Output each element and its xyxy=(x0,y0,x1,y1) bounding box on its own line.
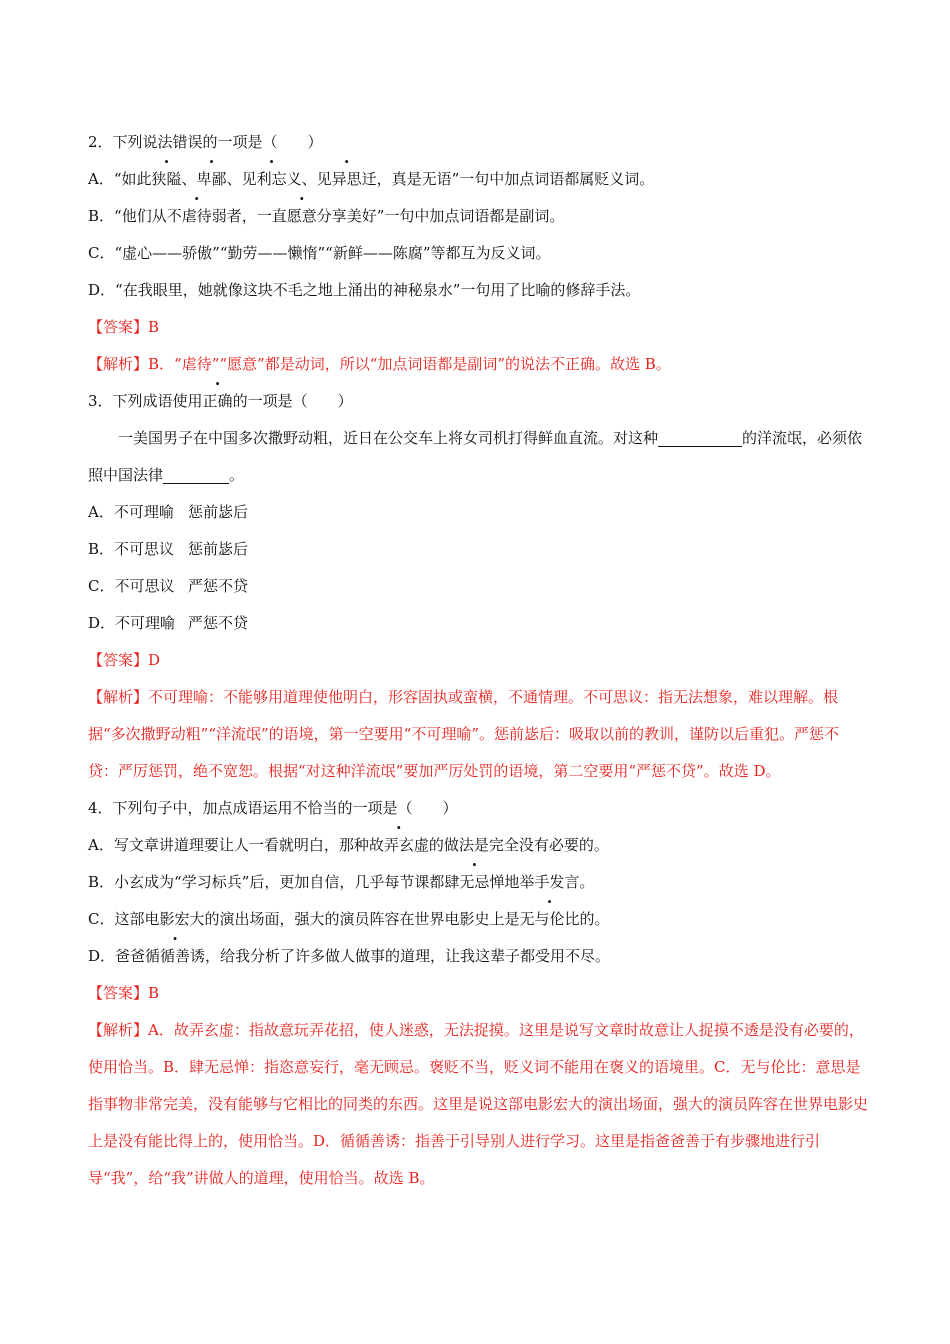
q3-option-d: D．不可理喻 严惩不贷 xyxy=(88,614,249,632)
dotted-word: 循循善诱 xyxy=(145,947,206,965)
q3-analysis: 【解析】不可理喻：不能够用道理使他明白，形容固执或蛮横，不通情理。不可思议：指无法想象，难以理解。根据“多次撒野动粗”“洋流氓”的语境，第一空要用“不可理喻”。惩前毖后：吸取以前的教训，谨防以后重犯。严惩不贷：严厉惩罚，绝不宽恕。根据“对这种洋流氓”要加严厉处罚的语境，第二空要用“严惩不贷”。故选 D。 xyxy=(88,688,840,780)
dotted-word: 卑鄙 xyxy=(196,170,227,188)
q4-option-d: D．爸爸循循善诱，给我分析了许多做人做事的道理，让我这辈子都受用不尽。 xyxy=(88,947,611,965)
fill-blank-1 xyxy=(658,428,742,447)
q2-option-a: A．“如此狭隘、卑鄙、见利忘义、见异思迁，真是无语”一句中加点词语都属贬义词。 xyxy=(88,170,655,188)
document-page xyxy=(88,124,868,1197)
dotted-word: 见利忘义 xyxy=(241,170,302,188)
dotted-word: 见异思迁 xyxy=(316,170,377,188)
dotted-word: 正确 xyxy=(202,392,233,410)
q3-option-a: A．不可理喻 惩前毖后 xyxy=(88,503,249,521)
dotted-word: 愿意 xyxy=(286,207,317,225)
dotted-word: 肆无忌惮 xyxy=(444,873,505,891)
q2-stem: 2．下列说法错误的一项是（ ） xyxy=(88,133,323,151)
q2-option-c: C．“虚心——骄傲”“勤劳——懒惰”“新鲜——陈腐”等都互为反义词。 xyxy=(88,244,551,262)
q2-option-d: D．“在我眼里，她就像这块不毛之地上涌出的神秘泉水”一句用了比喻的修辞手法。 xyxy=(88,281,641,299)
q3-stem: 3．下列成语使用正确的一项是（ ） xyxy=(88,392,353,410)
q3-option-c: C．不可思议 严惩不贷 xyxy=(88,577,249,595)
q4-answer: 【答案】B xyxy=(88,984,160,1002)
q4-option-a: A．写文章讲道理要让人一看就明白，那种故弄玄虚的做法是完全没有必要的。 xyxy=(88,836,609,854)
q3-option-b: B．不可思议 惩前毖后 xyxy=(88,540,249,558)
q3-passage: 一美国男子在中国多次撒野动粗，近日在公交车上将女司机打得鲜血直流。对这种 的洋流氓，必须依照中国法律 。 xyxy=(88,429,863,484)
q4-stem: 4．下列句子中，加点成语运用不恰当的一项是（ ） xyxy=(88,799,458,817)
q4-option-c: C．这部电影宏大的演出场面，强大的演员阵容在世界电影史上是无与伦比的。 xyxy=(88,910,610,928)
q4-option-b: B．小玄成为“学习标兵”后，更加自信，几乎每节课都肆无忌惮地举手发言。 xyxy=(88,873,595,891)
q3-answer: 【答案】D xyxy=(88,651,161,669)
dotted-word: 虐待 xyxy=(181,207,212,225)
dotted-word: 故弄玄虚 xyxy=(368,836,429,854)
fill-blank-2 xyxy=(163,465,229,484)
q2-answer: 【答案】B xyxy=(88,318,160,336)
dotted-word: 狭隘 xyxy=(151,170,182,188)
q4-analysis: 【解析】A．故弄玄虚：指故意玩弄花招，使人迷惑，无法捉摸。这里是说写文章时故意让人捉摸不透是没有必要的，使用恰当。B．肆无忌惮：指恣意妄行，毫无顾忌。褒贬不当，贬义词不能用在褒义的语境里。C．无与伦比：意思是指事物非常完美，没有能够与它相比的同类的东西。这里是说这部电影宏大的演出场面，强大的演员阵容在世界电影史上是没有能比得上的，使用恰当。D．循循善诱：指善于引导别人进行学习。这里是指爸爸善于有步骤地进行引导“我”，给“我”讲做人的道理，使用恰当。故选 B。 xyxy=(88,1021,869,1187)
q2-analysis: 【解析】B．“虐待”“愿意”都是动词，所以“加点词语都是副词”的说法不正确。故选 B。 xyxy=(88,355,671,373)
dotted-word: 无与伦比 xyxy=(519,910,580,928)
q2-option-b: B．“他们从不虐待弱者，一直愿意分享美好”一句中加点词语都是副词。 xyxy=(88,207,565,225)
